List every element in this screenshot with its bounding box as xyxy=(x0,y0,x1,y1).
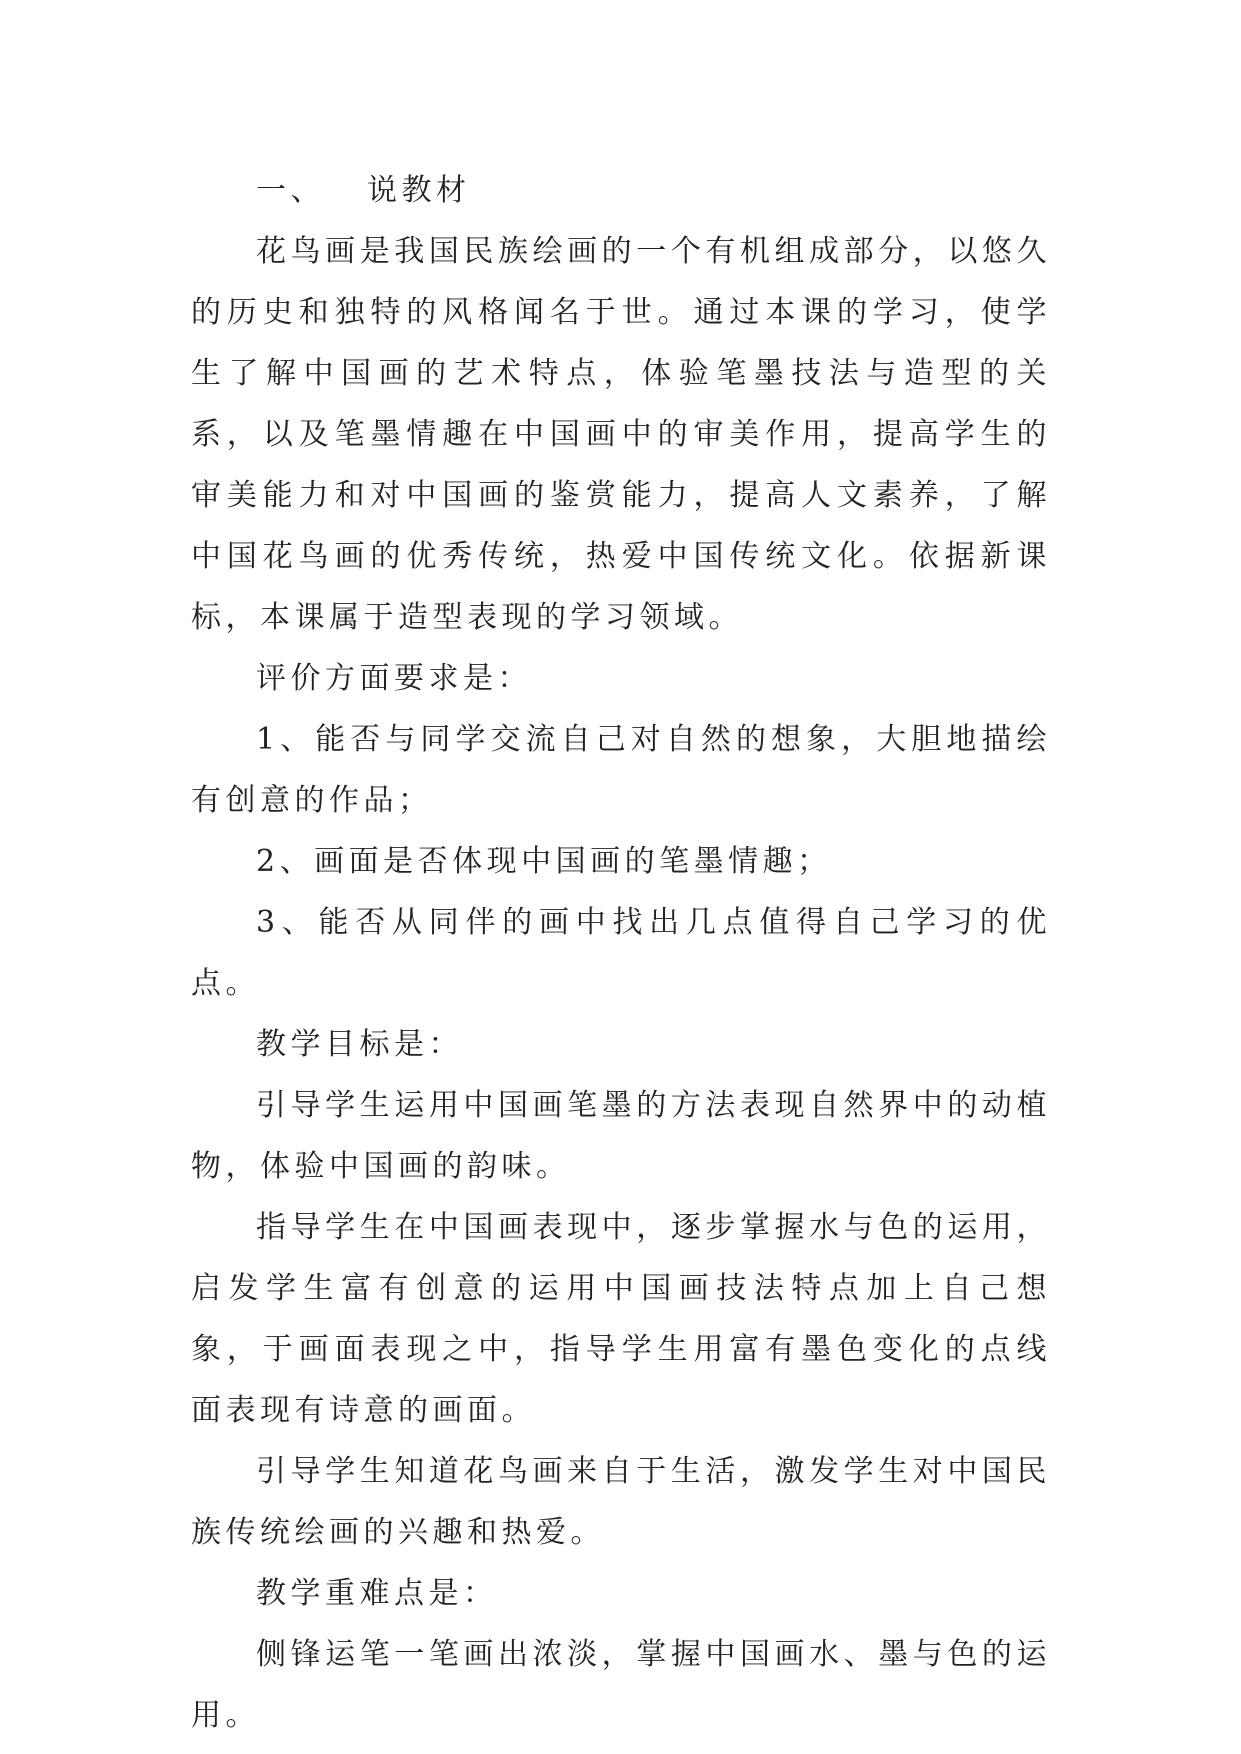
paragraph-evaluation-item-3: 3、能否从同伴的画中找出几点值得自己学习的优点。 xyxy=(191,905,1051,1001)
paragraph-intro: 花鸟画是我国民族绘画的一个有机组成部分，以悠久的历史和独特的风格闻名于世。通过本课的学习，使学生了解中国画的艺术特点，体验笔墨技法与造型的关系，以及笔墨情趣在中国画中的审美作用，提高学生的审美能力和对中国画的鉴赏能力，提高人文素养，了解中国花鸟画的优秀传统，热爱中国传统文化。依据新课标，本课属于造型表现的学习领域。 xyxy=(191,234,1051,635)
paragraph-objective-3: 引导学生知道花鸟画来自于生活，激发学生对中国民族传统绘画的兴趣和热爱。 xyxy=(191,1454,1051,1550)
paragraph-objectives-heading: 教学目标是： xyxy=(256,1027,463,1062)
document-body xyxy=(191,160,1051,1746)
section-heading xyxy=(191,160,1051,221)
paragraph-objective-1: 引导学生运用中国画笔墨的方法表现自然界中的动植物，体验中国画的韵味。 xyxy=(191,1088,1051,1184)
paragraph-evaluation-item-1: 1、能否与同学交流自己对自然的想象，大胆地描绘有创意的作品； xyxy=(191,722,1051,818)
section-heading-number: 一、 xyxy=(256,173,325,208)
paragraph-evaluation-heading: 评价方面要求是： xyxy=(256,661,532,696)
section-heading-title: 说教材 xyxy=(367,173,471,208)
paragraph-evaluation-item-2: 2、画面是否体现中国画的笔墨情趣； xyxy=(256,844,832,879)
paragraph-objective-2: 指导学生在中国画表现中，逐步掌握水与色的运用，启发学生富有创意的运用中国画技法特点加上自己想象，于画面表现之中，指导学生用富有墨色变化的点线面表现有诗意的画面。 xyxy=(191,1210,1051,1428)
paragraph-keypoints-heading: 教学重难点是： xyxy=(256,1576,498,1611)
paragraph-keypoints: 侧锋运笔一笔画出浓淡，掌握中国画水、墨与色的运用。 xyxy=(191,1637,1051,1733)
